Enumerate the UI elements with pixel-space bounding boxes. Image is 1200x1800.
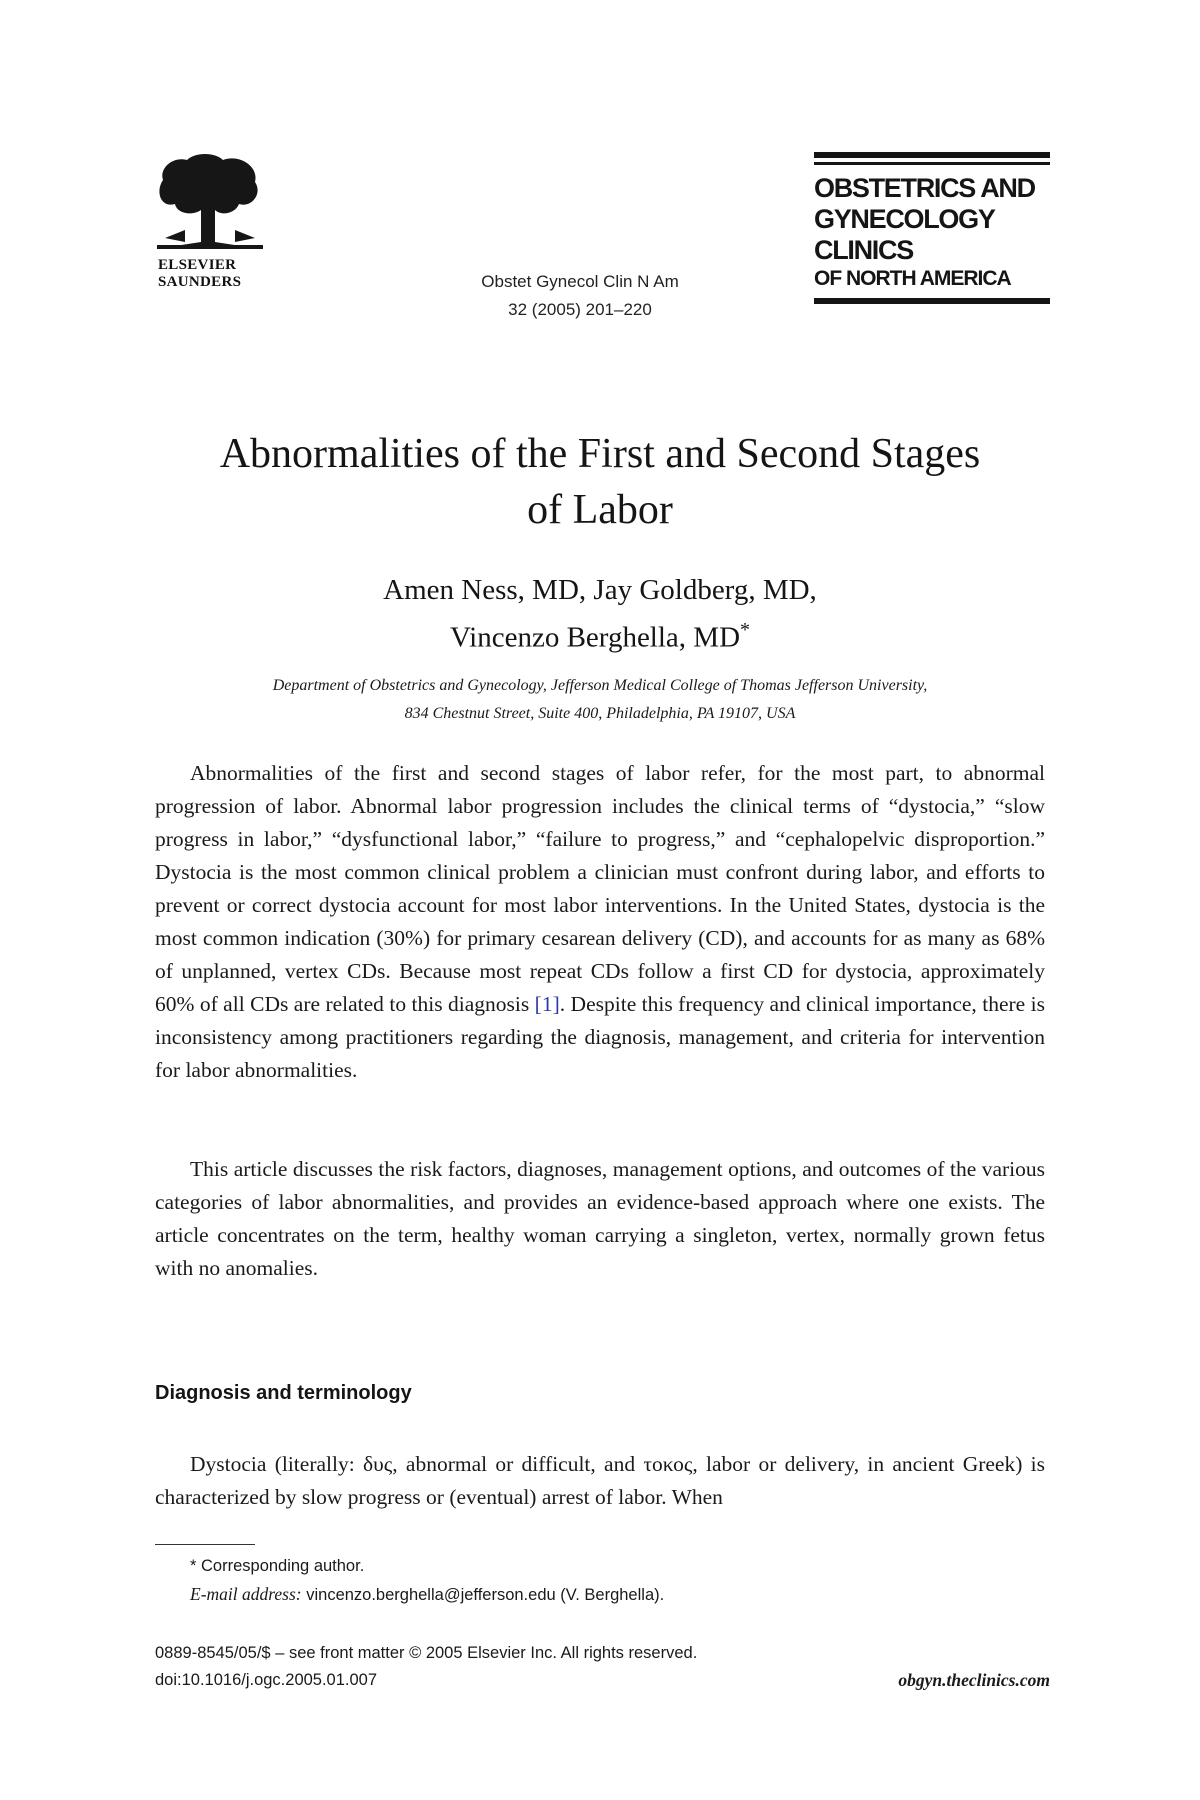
affiliation-line: 834 Chestnut Street, Suite 400, Philadelphia, PA 19107, USA bbox=[404, 705, 796, 722]
author-list bbox=[150, 570, 1050, 658]
journal-website[interactable]: obgyn.theclinics.com bbox=[898, 1670, 1050, 1690]
doi[interactable]: doi:10.1016/j.ogc.2005.01.007 bbox=[155, 1671, 378, 1689]
journal-name-line: OF NORTH AMERICA bbox=[814, 267, 1011, 290]
journal-name-line: CLINICS bbox=[814, 235, 913, 265]
footnote-email bbox=[190, 1580, 664, 1609]
title-line: of Labor bbox=[527, 487, 673, 533]
authors-line: Amen Ness, MD, Jay Goldberg, MD, bbox=[383, 574, 817, 606]
journal-abbreviation: Obstet Gynecol Clin N Am bbox=[481, 272, 679, 291]
body-paragraph: Dystocia (literally: δυς, abnormal or difficult, and τοκος, labor or delivery, in ancient Greek) is characterized by slow progress or (eventual) arrest of labor. When bbox=[155, 1452, 1045, 1509]
journal-name-line: GYNECOLOGY bbox=[814, 204, 995, 234]
body-paragraph bbox=[155, 757, 1045, 1087]
journal-citation bbox=[430, 268, 730, 324]
article-title bbox=[150, 426, 1050, 538]
title-line: Abnormalities of the First and Second Stages bbox=[219, 431, 981, 477]
body-paragraph: This article discusses the risk factors, diagnoses, management options, and outcomes of the various categories of labor abnormalities, and provides an evidence-based approach where one exists. The article concentrates on the term, healthy woman carrying a singleton, vertex, normally grown fetus with no anomalies. bbox=[155, 1157, 1045, 1280]
corresponding-author-mark: * bbox=[740, 619, 751, 641]
journal-block-bottom-rule bbox=[814, 298, 1050, 304]
journal-block-top-rule-thin bbox=[814, 162, 1050, 165]
footnote-corresponding: * Corresponding author. bbox=[190, 1557, 365, 1575]
journal-name-line: OBSTETRICS AND bbox=[814, 173, 1035, 203]
journal-block-top-rule bbox=[814, 152, 1050, 158]
copyright-notice: 0889-8545/05/$ – see front matter © 2005 Elsevier Inc. All rights reserved. bbox=[155, 1644, 698, 1662]
email-value[interactable]: vincenzo.berghella@jefferson.edu (V. Berghella). bbox=[301, 1586, 665, 1604]
paragraph-text: . Despite this frequency and clinical importance, there is inconsistency among practitioners regarding the diagnosis, management, and criteria for intervention for labor abnormalities. bbox=[155, 992, 1045, 1082]
reference-link[interactable]: [1] bbox=[534, 992, 560, 1016]
journal-name-block bbox=[814, 152, 1050, 308]
publisher-name-line1: ELSEVIER bbox=[158, 257, 237, 273]
footnote-divider bbox=[155, 1544, 255, 1545]
paragraph-text: Abnormalities of the first and second stages of labor refer, for the most part, to abnormal progression of labor. Abnormal labor progression includes the clinical terms of “dystocia,” “slow progress in labor,” “dysfunctional labor,” “failure to progress,” and “cephalopelvic disproportion.” Dystocia is the most common clinical problem a clinician must confront during labor, and efforts to prevent or correct dystocia account for most labor interventions. In the United States, dystocia is the most common indication (30%) for primary cesarean delivery (CD), and accounts for as many as 68% of unplanned, vertex CDs. Because most repeat CDs follow a first CD for dystocia, approximately 60% of all CDs are related to this diagnosis bbox=[155, 761, 1045, 1016]
section-heading: Diagnosis and terminology bbox=[155, 1382, 412, 1404]
affiliation-line: Department of Obstetrics and Gynecology, Jefferson Medical College of Thomas Jefferson University, bbox=[272, 677, 928, 694]
publisher-name-line2: SAUNDERS bbox=[158, 274, 242, 290]
authors-line: Vincenzo Berghella, MD bbox=[449, 621, 741, 654]
email-label: E-mail address: bbox=[190, 1584, 302, 1604]
elsevier-tree-icon bbox=[155, 150, 265, 250]
affiliation bbox=[130, 672, 1070, 728]
journal-volume-pages: 32 (2005) 201–220 bbox=[508, 300, 652, 319]
